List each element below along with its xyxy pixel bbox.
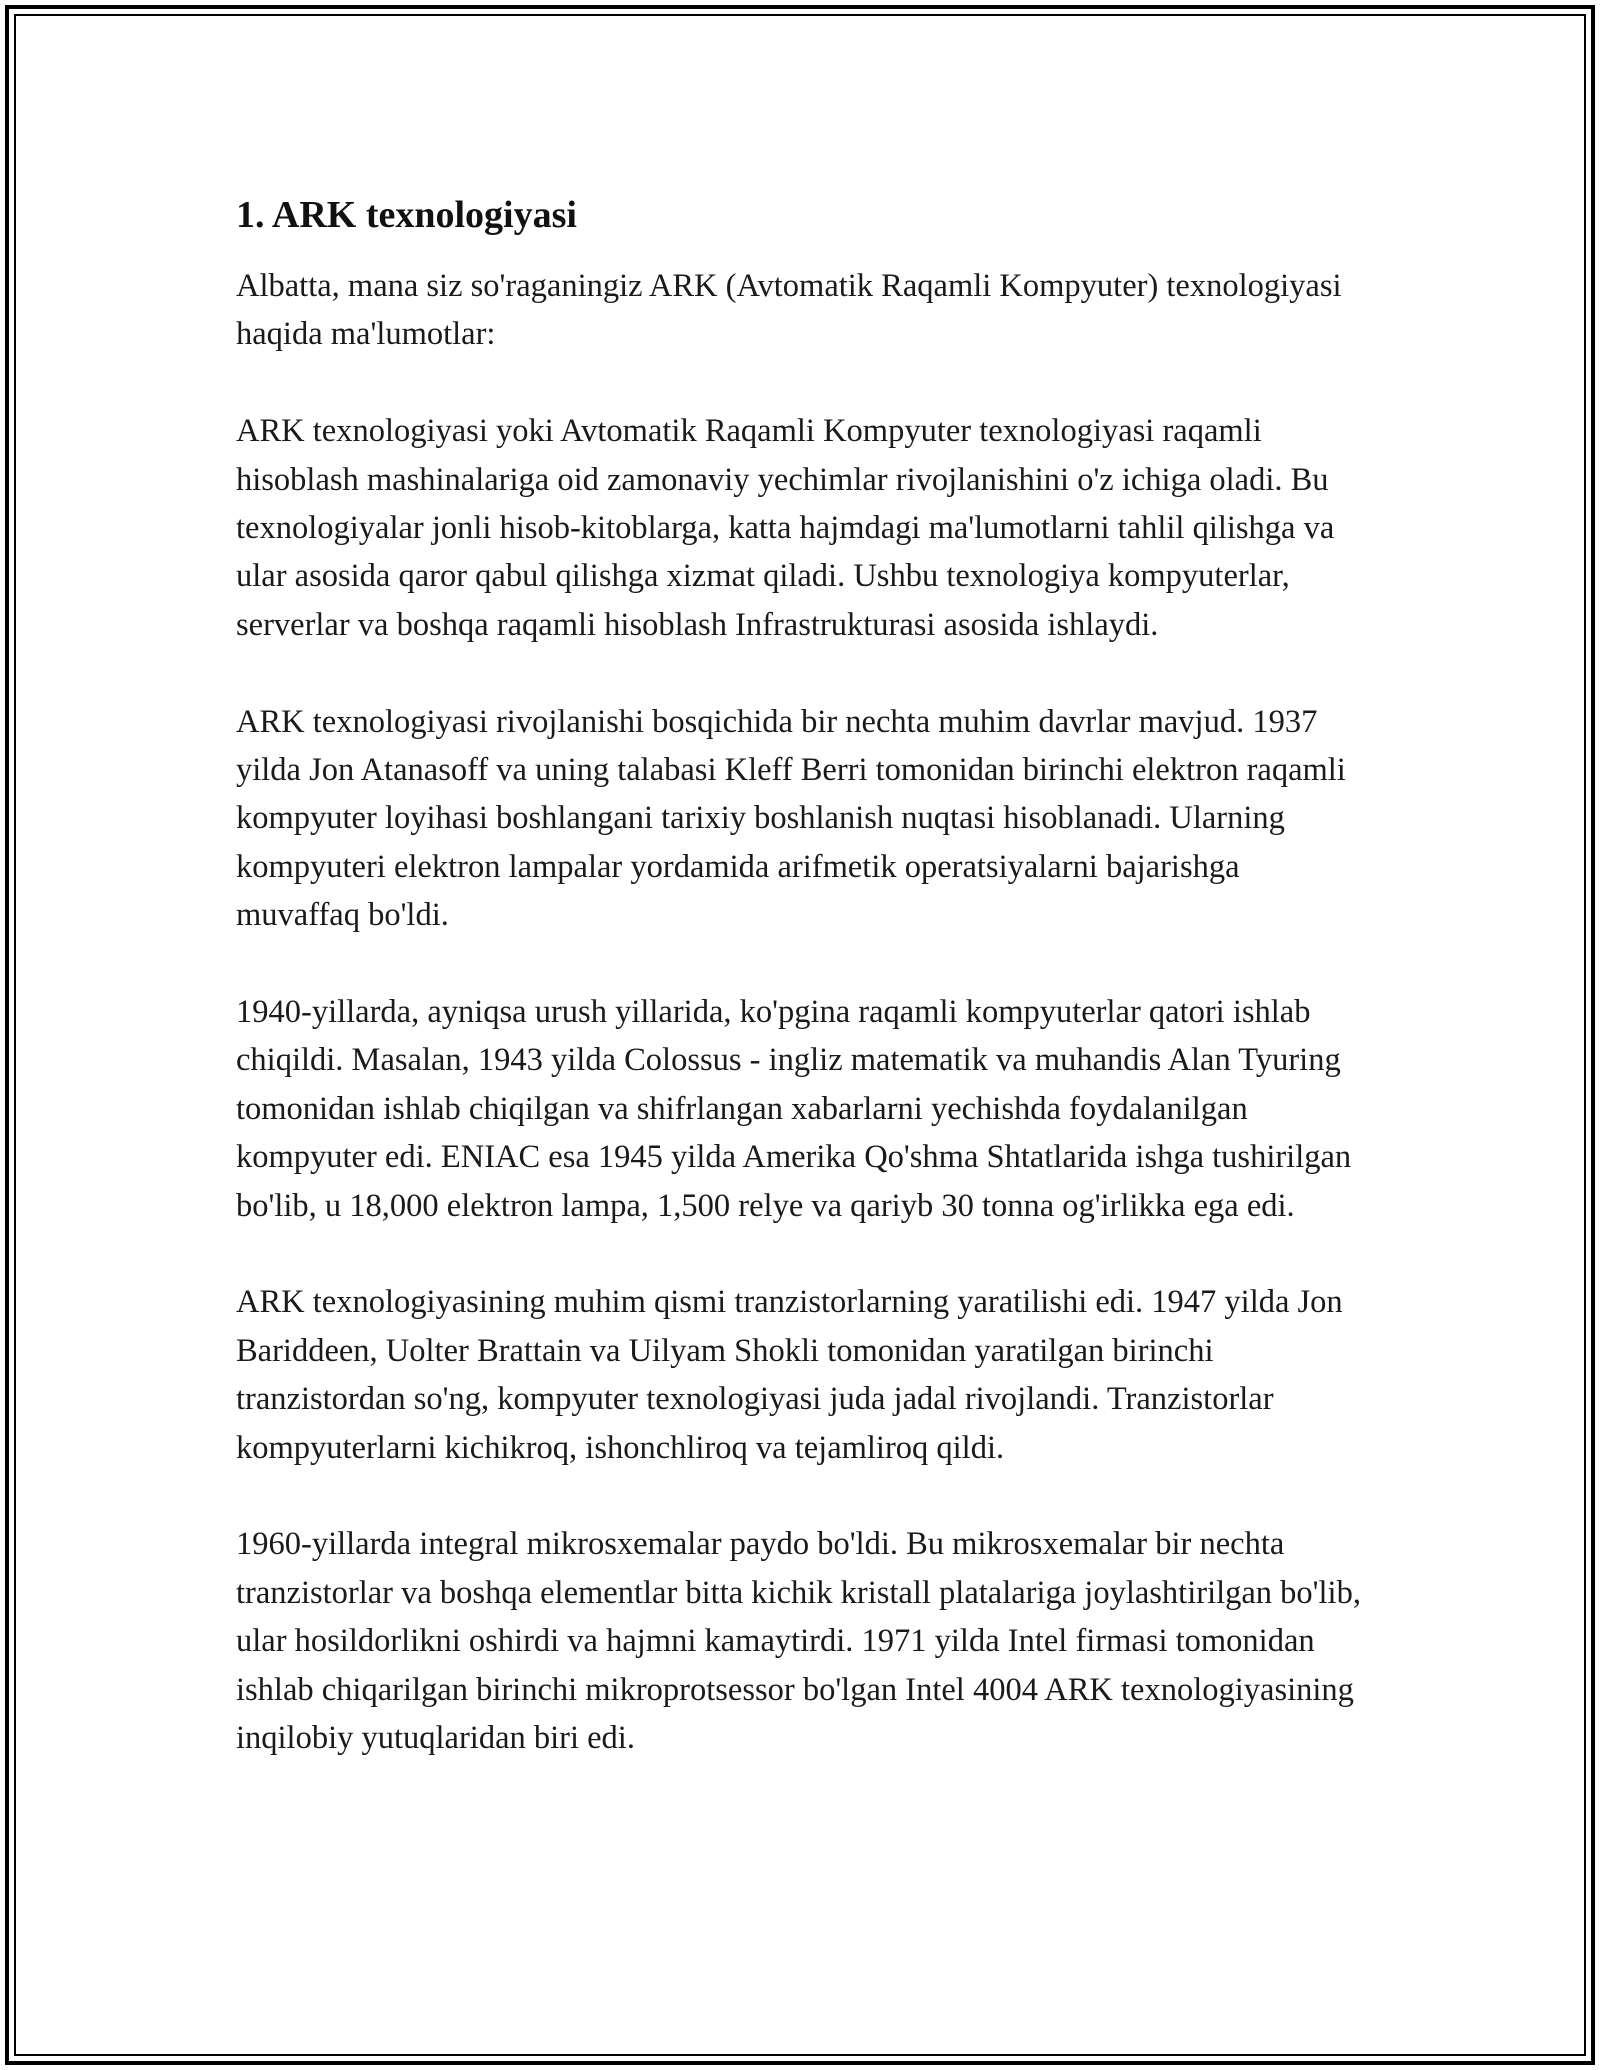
wartime-paragraph: 1940-yillarda, ayniqsa urush yillarida, ko'pgina raqamli kompyuterlar qatori ishlab chiqildi. Masalan, 1943 yilda Colossus - ingliz matematik va muhandis Alan Tyuring tomonidan ishlab chiqilgan va shifrlangan xabarlarni yechishda foydalanilgan kompyuter edi. ENIAC esa 1945 yilda Amerika Qo'shma Shtatlarida ishga tushirilgan bo'lib, u 18,000 elektron lampa, 1,500 relye va qariyb 30 tonna og'irlikka ega edi.	[236, 994, 1352, 1224]
document-body	[236, 186, 1366, 1763]
transistor-paragraph: ARK texnologiyasining muhim qismi tranzistorlarning yaratilishi edi. 1947 yilda Jon Bariddeen, Uolter Brattain va Uilyam Shokli tomonidan yaratilgan birinchi tranzistordan so'ng, kompyuter texnologiyasi juda jadal rivojlandi. Tranzistorlar kompyuterlarni kichikroq, ishonchliroq va tejamliroq qildi.	[236, 1284, 1343, 1466]
section-heading: 1. ARK texnologiyasi	[236, 194, 577, 236]
microchip-paragraph: 1960-yillarda integral mikrosxemalar paydo bo'ldi. Bu mikrosxemalar bir nechta tranzistorlar va boshqa elementlar bitta kichik kristall platalariga joylashtirilgan bo'lib, ular hosildorlikni oshirdi va hajmni kamaytirdi. 1971 yilda Intel firmasi tomonidan ishlab chiqarilgan birinchi mikroprotsessor bo'lgan Intel 4004 ARK texnologiyasining inqilobiy yutuqlaridan biri edi.	[236, 1526, 1361, 1757]
intro-paragraph: Albatta, mana siz so'raganingiz ARK (Avtomatik Raqamli Kompyuter) texnologiyasi haqida ma'lumotlar:	[236, 268, 1342, 353]
definition-paragraph: ARK texnologiyasi yoki Avtomatik Raqamli Kompyuter texnologiyasi raqamli hisoblash mashinalariga oid zamonaviy yechimlar rivojlanishini o'z ichiga oladi. Bu texnologiyalar jonli hisob-kitoblarga, katta hajmdagi ma'lumotlarni tahlil qilishga va ular asosida qaror qabul qilishga xizmat qiladi. Ushbu texnologiya kompyuterlar, serverlar va boshqa raqamli hisoblash Infrastrukturasi asosida ishlaydi.	[236, 413, 1335, 643]
history-paragraph: ARK texnologiyasi rivojlanishi bosqichida bir nechta muhim davrlar mavjud. 1937 yilda Jon Atanasoff va uning talabasi Kleff Berri tomonidan birinchi elektron raqamli kompyuter loyihasi boshlangani tarixiy boshlanish nuqtasi hisoblanadi. Ularning kompyuteri elektron lampalar yordamida arifmetik operatsiyalarni bajarishga muvaffaq bo'ldi.	[236, 703, 1346, 934]
